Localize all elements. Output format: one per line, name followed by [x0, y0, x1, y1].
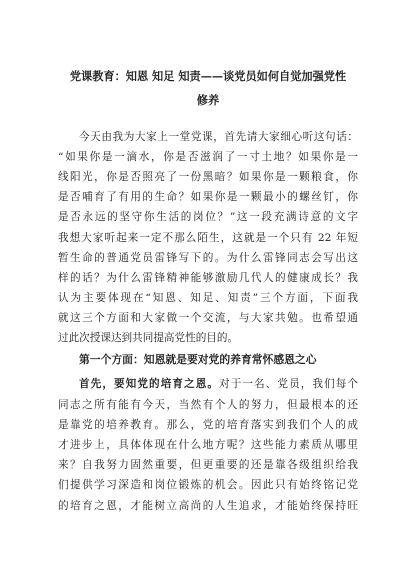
paragraph-text: 对于一名、党员，我们每个 — [219, 378, 358, 390]
section-heading: 第一个方面：知恩就是要对党的养育常怀感恩之心 — [79, 353, 317, 366]
paragraph-line: 暂生命的普通党员雷锋写下的。为什么雷锋同志会写出这 — [58, 251, 358, 264]
paragraph-line: 同志之所有能有今天，当然有个人的努力，但最根本的还 — [58, 398, 358, 411]
paragraph-line: 过此次授课达到共同提高党性的目的。 — [58, 332, 239, 344]
paragraph-line: 是否哺育了有用的生命？如果你是一颗最小的螺丝钉，你 — [58, 191, 358, 204]
paragraph-line: 认为主要体现在“知恩、知足、知责”三个方面，下面我 — [58, 291, 358, 304]
paragraph-line: 我想大家听起来一定不那么陌生，这就是一个只有 22 年短 — [58, 231, 358, 244]
paragraph-line: 样的话？为什么雷锋精神能够激励几代人的健康成长？我 — [58, 271, 358, 284]
document-title: 党课教育：知恩 知足 知责——谈党员如何自觉加强党性 — [69, 69, 347, 83]
paragraph-line: 就这三个方面和大家做一个交流，与大家共勉。也希望通 — [58, 311, 358, 324]
paragraph-line: 来？自我努力固然重要，但更重要的还是靠各级组织给我 — [58, 459, 358, 472]
paragraph-line: “如果你是一滴水，你是否滋润了一寸土地？如果你是一 — [58, 151, 358, 164]
paragraph-lead: 首先，要知党的培育之恩。 — [79, 378, 220, 390]
paragraph-line — [79, 377, 358, 391]
paragraph-line: 今天由我为大家上一堂党课，首先请大家细心听这句话： — [79, 131, 358, 143]
paragraph-line: 的培育之恩，才能树立高尚的人生追求，才能始终保持旺 — [58, 499, 358, 512]
paragraph-line: 是靠党的培养教育。那么，党的培育落实到我们个人的成 — [58, 418, 358, 431]
document-title-continued: 修养 — [196, 93, 220, 107]
paragraph-line: 是否永远的坚守你生活的岗位？”这一段充满诗意的文字 — [58, 211, 358, 224]
paragraph-line: 线阳光，你是否照亮了一份黑暗？如果你是一颗粮食，你 — [58, 171, 358, 184]
paragraph-line: 才进步上，具体体现在什么地方呢？这些能力素质从哪里 — [58, 438, 358, 451]
paragraph-line: 们提供学习深造和岗位锻炼的机会。因此只有始终铭记党 — [58, 479, 358, 492]
